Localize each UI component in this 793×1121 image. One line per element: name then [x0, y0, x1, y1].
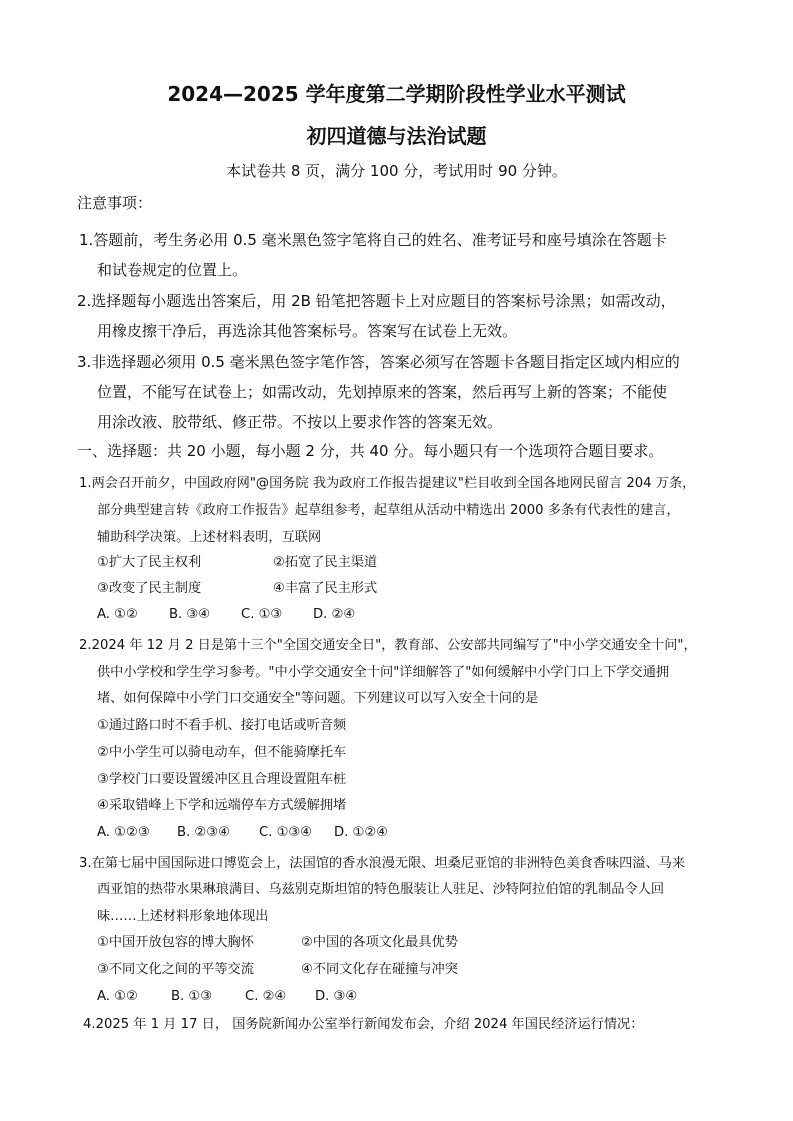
notice-heading: 注意事项： [77, 194, 153, 212]
question-option: ①中国开放包容的博大胸怀 [97, 935, 254, 950]
answer-choice-a: A. ①②③ [97, 825, 150, 840]
question-stem-line: 辅助科学决策。上述材料表明，互联网 [97, 530, 322, 545]
answer-choice-b: B. ②③④ [177, 825, 230, 840]
answer-choice-b: B. ③④ [169, 607, 211, 622]
question-stem-line: 堵、如何保障中小学门口交通安全"等问题。下列建议可以写入安全十问的是 [97, 691, 539, 706]
question-option: ④采取错峰上下学和远端停车方式缓解拥堵 [97, 798, 347, 813]
answer-choice-c: C. ①③ [241, 607, 283, 622]
question-option: ③改变了民主制度 [97, 581, 202, 596]
question-option: ②中小学生可以骑电动车，但不能骑摩托车 [97, 745, 347, 760]
exam-subtitle: 初四道德与法治试题 [306, 124, 487, 148]
notice-line: 3.非选择题必须用 0.5 毫米黑色签字笔作答，答案必须写在答题卡各题目指定区域内相应的 [77, 353, 680, 371]
answer-choice-b: B. ①③ [171, 989, 213, 1004]
answer-choice-c: C. ①③④ [259, 825, 313, 840]
question-stem-line: 供中小学校和学生学习参考。"中小学交通安全十问"详细解答了"如何缓解中小学门口上下学交通拥 [97, 665, 670, 680]
question-stem-line: 3.在第七届中国国际进口博览会上，法国馆的香水浪漫无限、坦桑尼亚馆的非洲特色美食香味四溢、马来 [79, 856, 686, 871]
question-stem-line: 2.2024 年 12 月 2 日是第十三个"全国交通安全日"，教育部、公安部共同编写了"中小学交通安全十问"， [79, 638, 697, 653]
question-stem-line: 味……上述材料形象地体现出 [97, 909, 269, 924]
question-option: ③学校门口要设置缓冲区且合理设置阻车桩 [97, 772, 347, 787]
question-option: ②中国的各项文化最具优势 [301, 935, 458, 950]
exam-info: 本试卷共 8 页，满分 100 分，考试用时 90 分钟。 [226, 162, 567, 180]
question-stem-line: 1.两会召开前夕，中国政府网"@国务院 我为政府工作报告提建议"栏目收到全国各地网民留言 204 万条， [79, 476, 696, 491]
question-stem-line: 4.2025 年 1 月 17 日， 国务院新闻办公室举行新闻发布会，介绍 2024 年国民经济运行情况： [83, 1017, 644, 1032]
question-option: ①通过路口时不看手机、接打电话或听音频 [97, 718, 347, 733]
question-option: ①扩大了民主权利 [97, 555, 202, 570]
answer-choice-d: D. ①②④ [334, 825, 389, 840]
question-stem-line: 部分典型建言转《政府工作报告》起草组参考，起草组从活动中精选出 2000 多条有代表性的建言， [97, 503, 680, 518]
section-heading: 一、选择题：共 20 小题，每小题 2 分，共 40 分。每小题只有一个选项符合题目要求。 [77, 442, 664, 460]
notice-line: 和试卷规定的位置上。 [97, 261, 248, 279]
question-option: ④丰富了民主形式 [273, 581, 378, 596]
notice-line: 2.选择题每小题选出答案后，用 2B 铅笔把答题卡上对应题目的答案标号涂黑；如需改动， [77, 292, 676, 310]
answer-choice-d: D. ②④ [313, 607, 356, 622]
answer-choice-c: C. ②④ [245, 989, 287, 1004]
notice-line: 位置，不能写在试卷上；如需改动，先划掉原来的答案，然后再写上新的答案；不能使 [97, 383, 668, 401]
question-option: ④不同文化存在碰撞与冲突 [301, 962, 458, 977]
answer-choice-a: A. ①② [97, 989, 138, 1004]
notice-line: 用涂改液、胶带纸、修正带。不按以上要求作答的答案无效。 [97, 413, 503, 431]
exam-title: 2024—2025 学年度第二学期阶段性学业水平测试 [167, 82, 626, 106]
notice-line: 1.答题前，考生务必用 0.5 毫米黑色签字笔将自己的姓名、准考证号和座号填涂在答题卡 [79, 231, 667, 249]
answer-choice-a: A. ①② [97, 607, 138, 622]
notice-line: 用橡皮擦干净后，再选涂其他答案标号。答案写在试卷上无效。 [97, 322, 518, 340]
question-option: ②拓宽了民主渠道 [273, 555, 378, 570]
question-option: ③不同文化之间的平等交流 [97, 962, 254, 977]
answer-choice-d: D. ③④ [315, 989, 358, 1004]
question-stem-line: 西亚馆的热带水果琳琅满目、乌兹别克斯坦馆的特色服装让人驻足、沙特阿拉伯馆的乳制品令人回 [97, 882, 665, 897]
